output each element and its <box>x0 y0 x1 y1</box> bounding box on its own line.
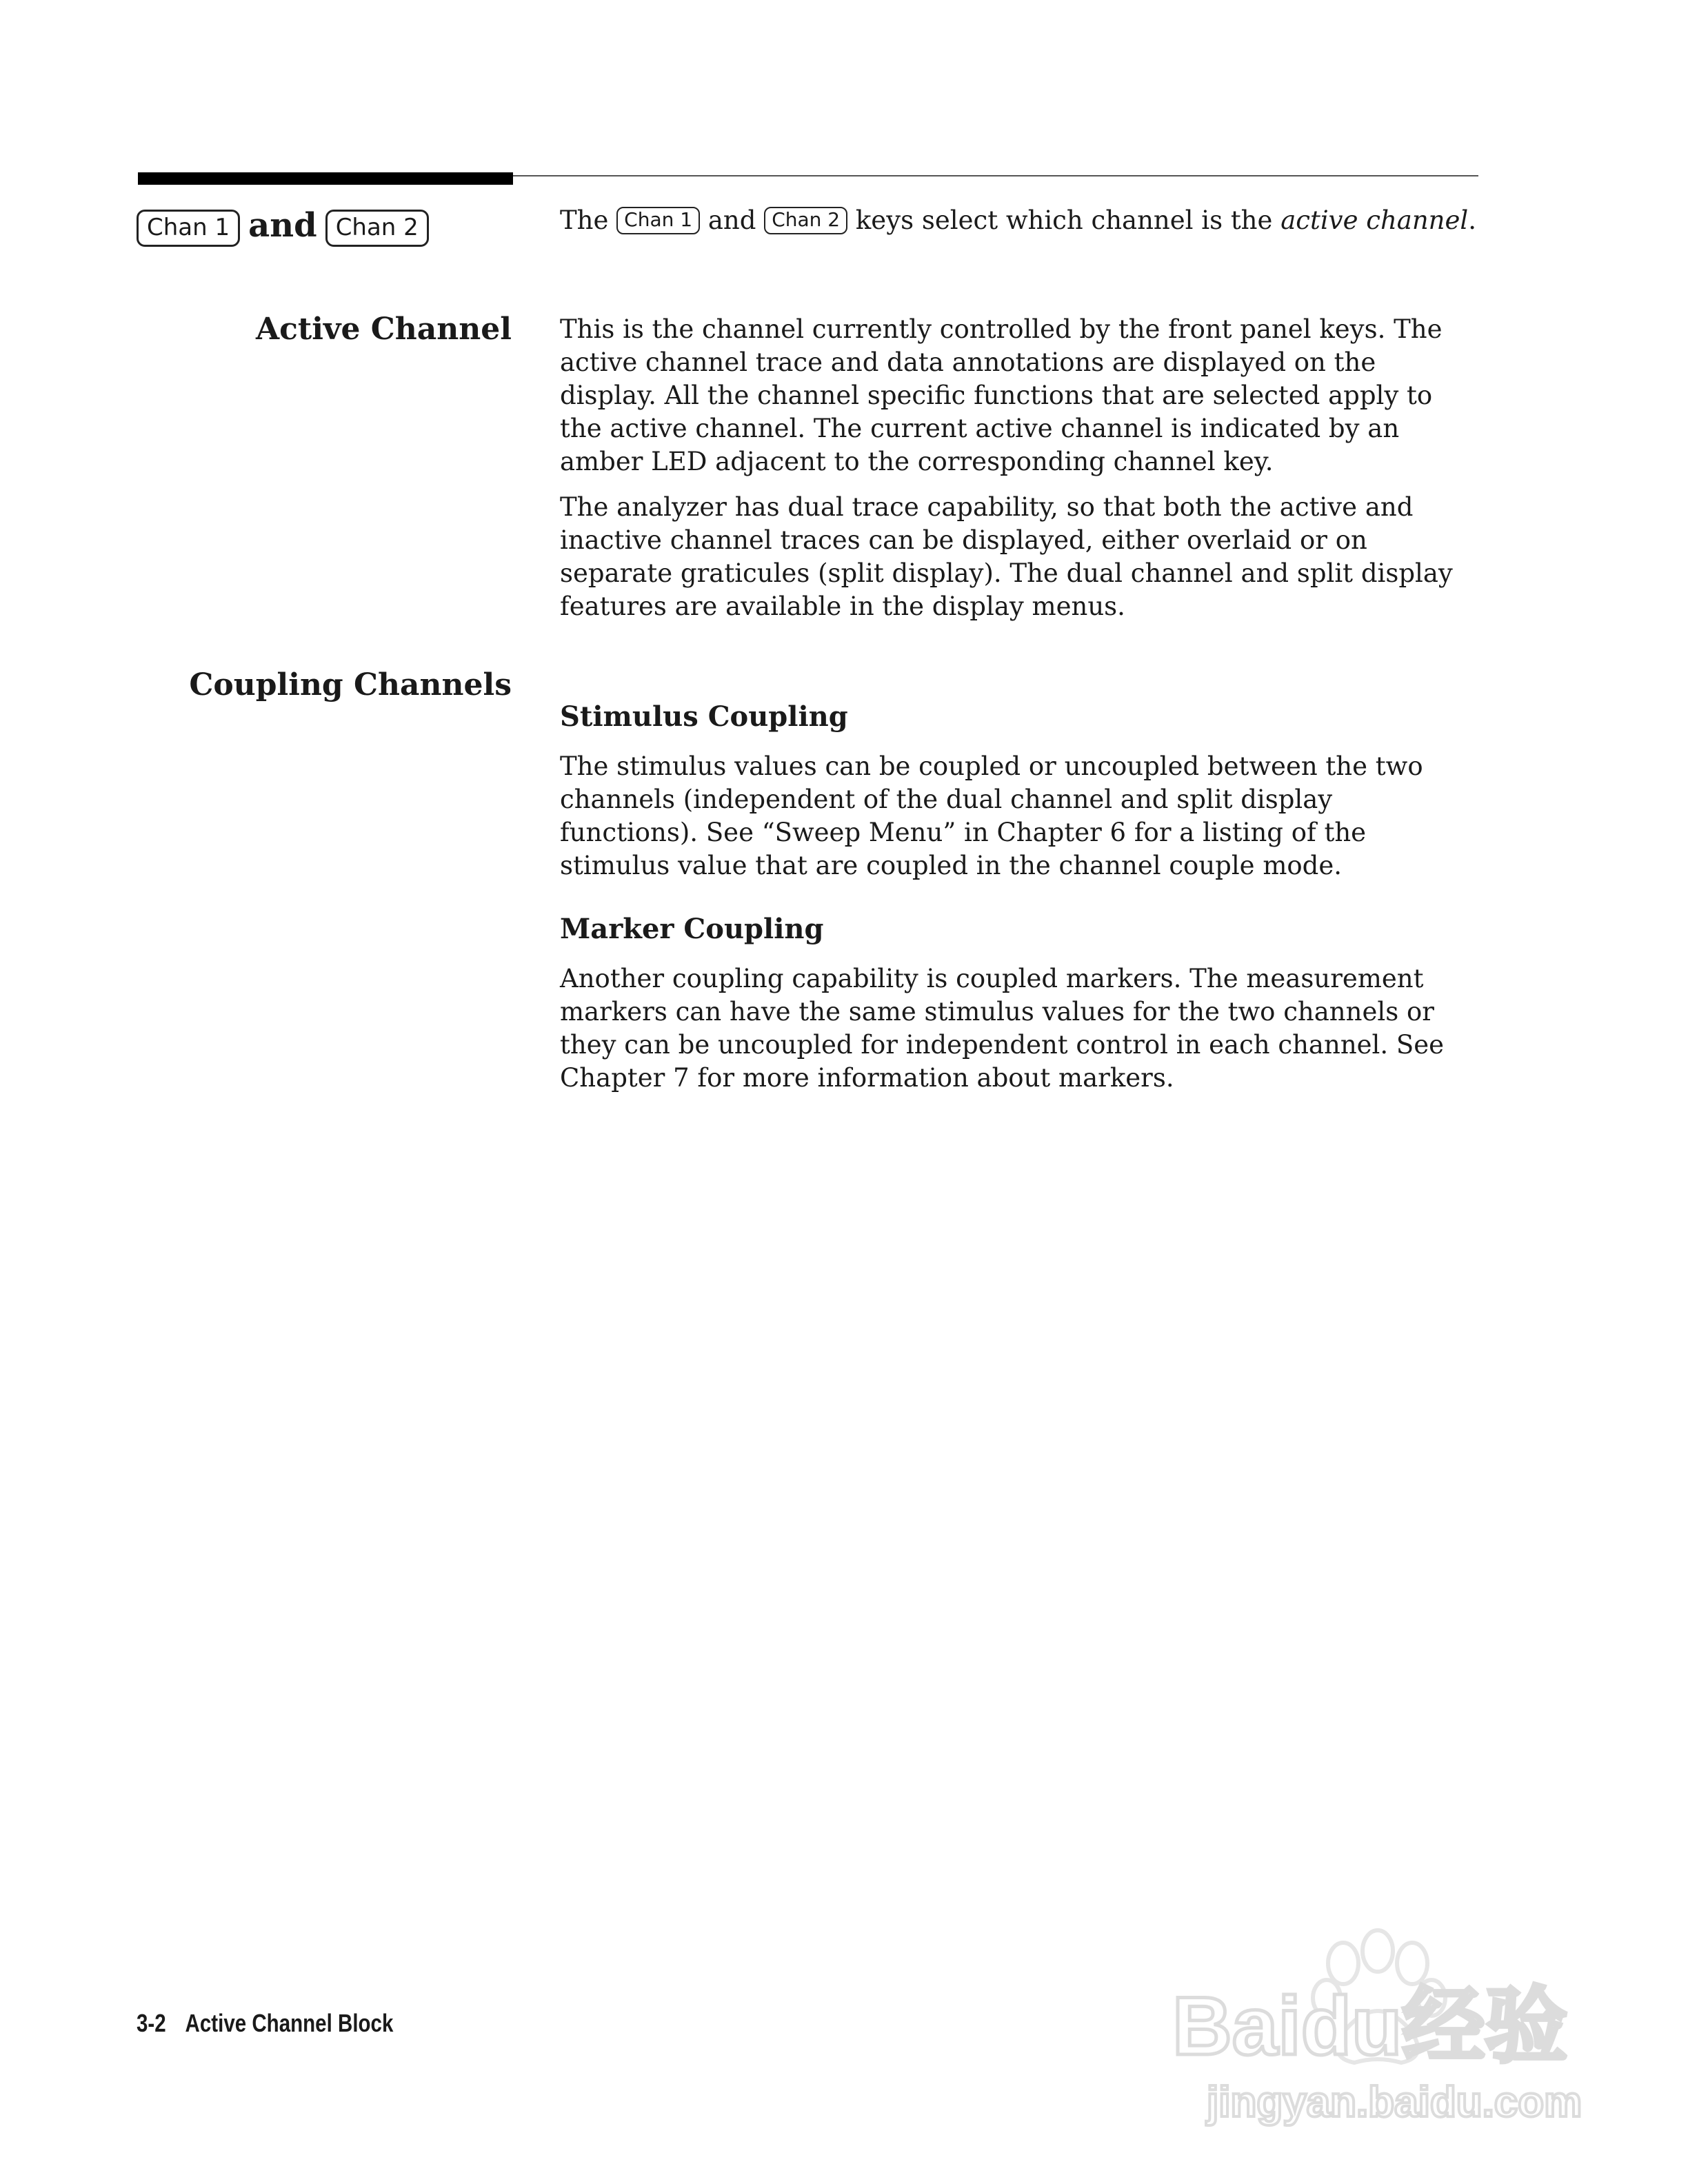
baidu-watermark <box>1158 1910 1586 2137</box>
active-channel-para-1: This is the channel currently controlled by the front panel keys. The active channel trace and data annotations are displayed on the display. All the channel specific functions that are selected apply to the active channel. The current active channel is indicated by an amber LED adjacent to the corresponding channel key. <box>560 314 1443 476</box>
watermark-url: jingyan.baidu.com <box>1207 2079 1582 2126</box>
footer-section-title: Active Channel Block <box>185 2009 394 2037</box>
heading-and: and <box>248 206 317 245</box>
chan1-key-inline: Chan 1 <box>616 207 700 234</box>
marker-coupling-title: Marker Coupling <box>560 913 824 945</box>
chan2-key: Chan 2 <box>325 210 429 247</box>
top-rule-accent <box>138 172 513 185</box>
watermark-brand: Baidu经验 <box>1172 1980 1568 2072</box>
intro-paragraph: The Chan 1 and Chan 2 keys select which channel is the active channel. <box>560 205 1476 235</box>
active-channel-heading: Active Channel <box>255 312 512 347</box>
active-channel-term: active channel <box>1280 205 1469 235</box>
marker-coupling-text: Another coupling capability is coupled markers. The measurement markers can have the same stimulus values for the two channels or they can be uncoupled for independent control in each channel. See Chapter 7 for more information about markers. <box>560 964 1445 1093</box>
chan2-key-inline: Chan 2 <box>764 207 847 234</box>
page-number: 3-2 <box>137 2009 166 2037</box>
section-heading <box>137 204 429 247</box>
page-footer <box>137 2009 393 2038</box>
coupling-channels-heading: Coupling Channels <box>189 667 512 702</box>
active-channel-para-2: The analyzer has dual trace capability, so that both the active and inactive channel traces can be displayed, either overlaid or on separate graticules (split display). The dual channel and split display features are available in the display menus. <box>560 492 1453 621</box>
stimulus-coupling-title: Stimulus Coupling <box>560 700 848 733</box>
stimulus-coupling-text: The stimulus values can be coupled or uncoupled between the two channels (independent of the dual channel and split display functions). See “Sweep Menu” in Chapter 6 for a listing of the stimulus value that are coupled in the channel couple mode. <box>560 751 1423 880</box>
chan1-key: Chan 1 <box>137 210 240 247</box>
